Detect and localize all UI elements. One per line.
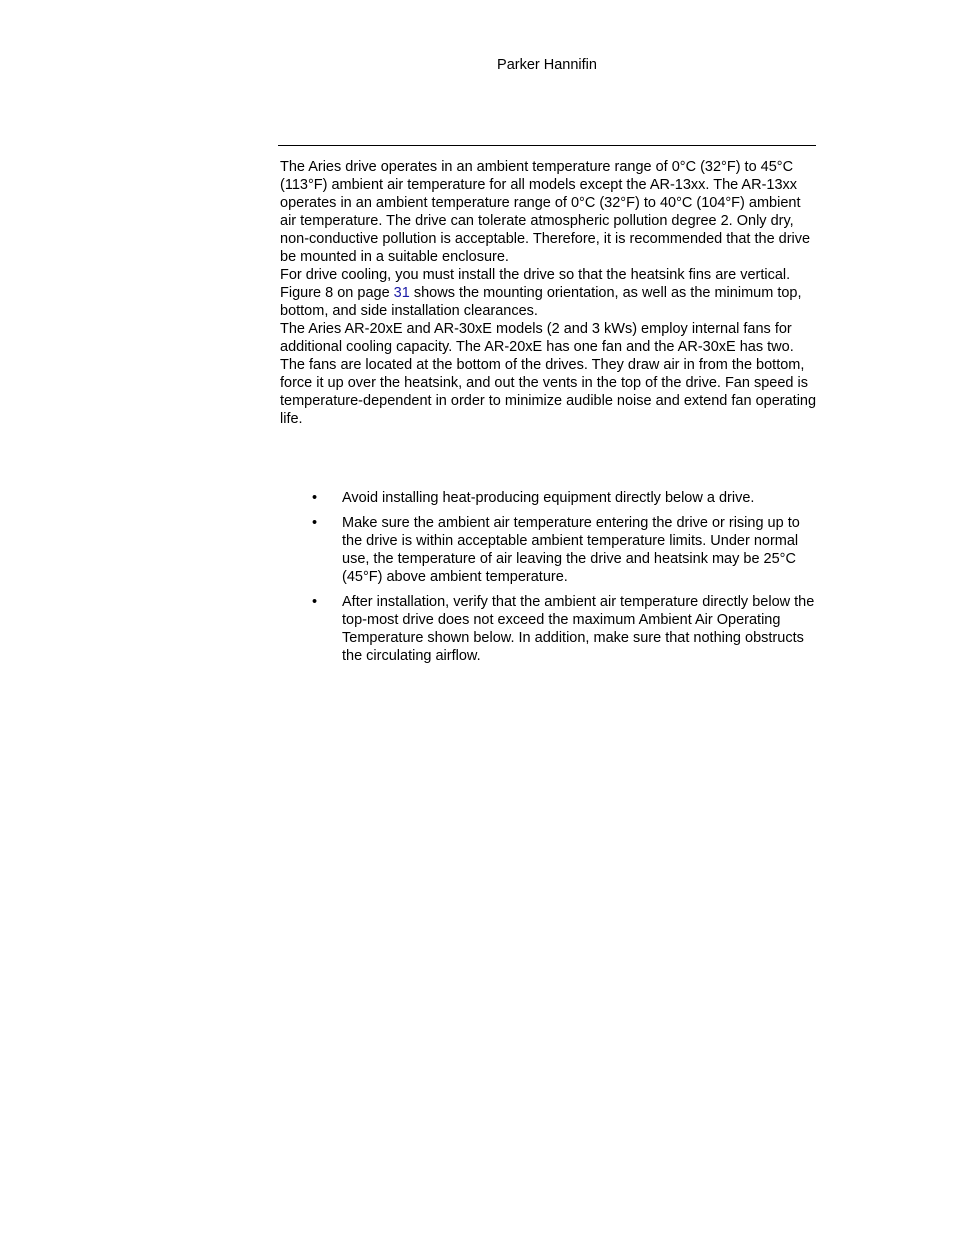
list-item	[280, 593, 820, 665]
list-item-text: Avoid installing heat-producing equipment directly below a drive.	[342, 490, 755, 506]
page-reference-link[interactable]: 31	[393, 285, 410, 301]
list-item-text: Make sure the ambient air temperature entering the drive or rising up to the drive is within acceptable ambient temperature limits. Under normal use, the temperature of air leaving the drive and heatsink may be 25°C (45°F) above ambient temperature.	[342, 515, 800, 585]
list-item	[280, 514, 820, 586]
bullet-icon: •	[312, 515, 318, 531]
company-name: Parker Hannifin	[497, 57, 597, 73]
paragraph-drive-cooling-text-2: shows the mounting orientation, as well as the minimum top, bottom, and side installation clearances.	[280, 285, 802, 319]
bullet-icon: •	[312, 594, 318, 610]
guideline-list	[280, 489, 820, 672]
section-divider	[278, 145, 816, 146]
bullet-icon: •	[312, 490, 318, 506]
paragraph-operating-temperature: The Aries drive operates in an ambient temperature range of 0°C (32°F) to 45°C (113°F) ambient air temperature for all models except the AR-13xx. The AR-13xx operates in an ambient temperature range of 0°C (32°F) to 40°C (104°F) ambient air temperature. The drive can tolerate atmospheric pollution degree 2. Only dry, non-conductive pollution is acceptable. Therefore, it is recommended that the drive be mounted in a suitable enclosure.	[280, 159, 811, 265]
paragraph-internal-fans: The Aries AR-20xE and AR-30xE models (2 and 3 kWs) employ internal fans for additional cooling capacity. The AR-20xE has one fan and the AR-30xE has two. The fans are located at the bottom of the drives. They draw air in from the bottom, force it up over the heatsink, and out the vents in the top of the drive. Fan speed is temperature-dependent in order to minimize audible noise and extend fan operating life.	[280, 321, 817, 427]
list-item-text: After installation, verify that the ambient air temperature directly below the top-most drive does not exceed the maximum Ambient Air Operating Temperature shown below. In addition, make sure that nothing obstructs the circulating airflow.	[342, 594, 815, 664]
paragraph-drive-cooling-text-1: For drive cooling, you must install the drive so that the heatsink fins are vertical. Figure 8 on page	[280, 267, 791, 301]
list-item	[280, 489, 820, 507]
body-text	[280, 158, 820, 428]
page-header	[0, 56, 954, 74]
paragraph-drive-cooling	[280, 266, 820, 320]
